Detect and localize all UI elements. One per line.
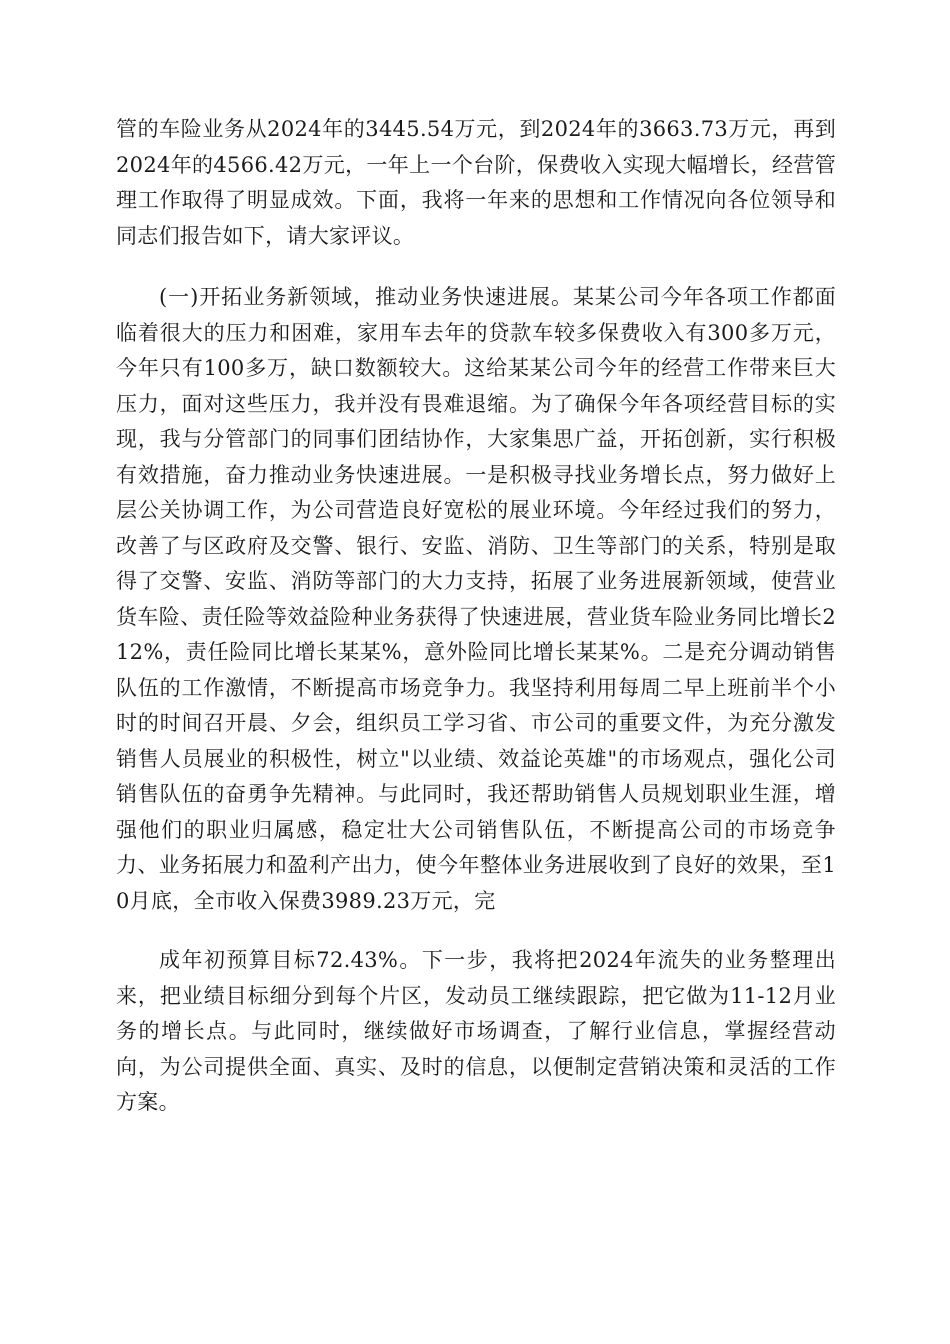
paragraph-intro-summary: 管的车险业务从2024年的3445.54万元，到2024年的3663.73万元，再到2024年的4566.42万元，一年上一个台阶，保费收入实现大幅增长，经营管理工作取得了明显成效。下面，我将一年来的思想和工作情况向各位领导和同志们报告如下，请大家评议。: [116, 117, 836, 248]
paragraph-business-expansion: (一)开拓业务新领域，推动业务快速进展。某某公司今年各项工作都面临着很大的压力和困难，家用车去年的贷款车较多保费收入有300多万元，今年只有100多万，缺口数额较大。这给某某公司今年的经营工作带来巨大压力，面对这些压力，我并没有畏难退缩。为了确保今年各项经营目标的实现，我与分管部门的同事们团结协作，大家集思广益，开拓创新，实行积极有效措施，奋力推动业务快速进展。一是积极寻找业务增长点，努力做好上层公关协调工作，为公司营造良好宽松的展业环境。今年经过我们的努力，改善了与区政府及交警、银行、安监、消防、卫生等部门的关系，特别是取得了交警、安监、消防等部门的大力支持，拓展了业务进展新领域，使营业货车险、责任险等效益险种业务获得了快速进展，营业货车险业务同比增长212%，责任险同比增长某某%，意外险同比增长某某%。二是充分调动销售队伍的工作激情，不断提高市场竞争力。我坚持利用每周二早上班前半个小时的时间召开晨、夕会，组织员工学习省、市公司的重要文件，为充分激发销售人员展业的积极性，树立"以业绩、效益论英雄"的市场观点，强化公司销售队伍的奋勇争先精神。与此同时，我还帮助销售人员规划职业生涯，增强他们的职业归属感，稳定壮大公司销售队伍，不断提高公司的市场竞争力、业务拓展力和盈利产出力，使今年整体业务进展收到了良好的效果，至10月底，全市收入保费3989.23万元，完: [116, 285, 836, 913]
paragraph-next-steps: 成年初预算目标72.43%。下一步，我将把2024年流失的业务整理出来，把业绩目标细分到每个片区，发动员工继续跟踪，把它做为11-12月业务的增长点。与此同时，继续做好市场调查，了解行业信息，掌握经营动向，为公司提供全面、真实、及时的信息，以便制定营销决策和灵活的工作方案。: [116, 948, 836, 1114]
document-body: [116, 112, 836, 1121]
